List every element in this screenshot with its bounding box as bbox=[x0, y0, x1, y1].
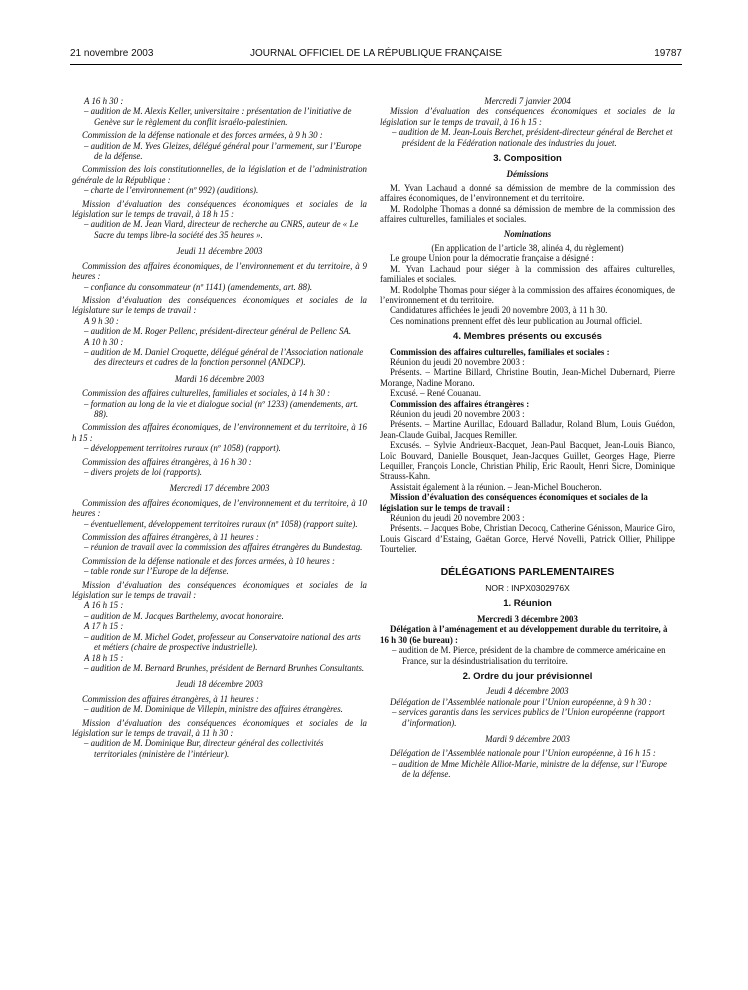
right-paragraph: Le groupe Union pour la démocratie française a désigné : bbox=[390, 253, 594, 264]
left-paragraph: Commission des affaires économiques, de l’environnement et du territoire, à 10 heures : bbox=[72, 497, 367, 519]
left-paragraph: – audition de M. Dominique Bur, directeur général des collectivités territoriales (ministère de l’intérieur). bbox=[84, 738, 324, 759]
left-paragraph: – audition de M. Jean Viard, directeur de recherche au CNRS, auteur de « Le Sacre du temps libre-la société des 35 heures ». bbox=[84, 219, 359, 240]
right-paragraph: 3. Composition bbox=[493, 153, 562, 165]
left-paragraph: Commission des affaires étrangères, à 16 h 30 : bbox=[82, 456, 252, 467]
page-header bbox=[70, 48, 682, 64]
right-paragraph: 1. Réunion bbox=[503, 598, 552, 610]
right-paragraph: Nominations bbox=[503, 229, 552, 240]
left-paragraph: A 17 h 15 : bbox=[84, 621, 124, 632]
right-paragraph: (En application de l’article 38, alinéa 4, du règlement) bbox=[431, 242, 624, 253]
right-paragraph: Excusé. – René Couanau. bbox=[390, 388, 481, 399]
right-paragraph: – audition de M. Jean-Louis Berchet, président-directeur général de Berchet et président de la Fédération nationale des industries du jouet. bbox=[392, 127, 673, 148]
left-paragraph: Jeudi 11 décembre 2003 bbox=[176, 246, 263, 257]
left-paragraph: Commission de la défense nationale et des forces armées, à 10 heures : bbox=[82, 555, 335, 566]
right-paragraph: Présents. – Martine Billard, Christine Boutin, Jean-Michel Dubernard, Pierre Morange, Nadine Morano. bbox=[380, 367, 675, 388]
right-paragraph: Délégation de l’Assemblée nationale pour l’Union européenne, à 9 h 30 : bbox=[390, 696, 652, 707]
header-date: 21 novembre 2003 bbox=[70, 48, 154, 59]
left-paragraph: – charte de l’environnement (nº 992) (auditions). bbox=[84, 185, 259, 196]
left-paragraph: – audition de M. Yves Gleizes, délégué général pour l’armement, sur l’Europe de la défense. bbox=[84, 140, 362, 162]
left-paragraph: Commission des affaires étrangères, à 11 heures : bbox=[82, 532, 259, 543]
left-paragraph: A 10 h 30 : bbox=[84, 336, 124, 347]
left-paragraph: – audition de M. Bernard Brunhes, président de Bernard Brunhes Consultants. bbox=[84, 662, 365, 673]
right-paragraph: NOR : INPX0302976X bbox=[485, 583, 570, 594]
left-paragraph: – réunion de travail avec la commission des affaires étrangères du Bundestag. bbox=[84, 542, 363, 553]
left-paragraph: – éventuellement, développement territoires ruraux (nº 1058) (rapport suite). bbox=[84, 518, 358, 529]
right-paragraph: 2. Ordre du jour prévisionnel bbox=[462, 670, 593, 682]
right-paragraph: Excusés. – Sylvie Andrieux-Bacquet, Jean-Paul Bacquet, Jean-Louis Bianco, Loïc Bouvard, Danielle Bousquet, Jean-Jacques Guillet, Georges Hage, Pierre Lequiller, François Loncle, Christian Philip, Eric Raoult, Henri Sicre, Dominique Strauss-Kahn. bbox=[380, 440, 675, 482]
right-paragraph: Assistait également à la réunion. – Jean-Michel Boucheron. bbox=[390, 481, 602, 492]
left-paragraph: Jeudi 18 décembre 2003 bbox=[176, 679, 263, 690]
left-paragraph: Mission d’évaluation des conséquences économiques et sociales de la législation sur le temps de travail, à 18 h 15 : bbox=[72, 198, 367, 220]
left-paragraph: Commission des affaires étrangères, à 11 heures : bbox=[82, 693, 259, 704]
right-paragraph: DÉLÉGATIONS PARLEMENTAIRES bbox=[440, 565, 615, 578]
right-paragraph: Délégation à l’aménagement et au développement durable du territoire, à 16 h 30 (6e bureau) : bbox=[380, 624, 668, 645]
right-paragraph: Commission des affaires étrangères : bbox=[390, 398, 530, 409]
left-paragraph: – audition de M. Dominique de Villepin, ministre des affaires étrangères. bbox=[84, 704, 343, 715]
left-paragraph: Mardi 16 décembre 2003 bbox=[174, 373, 265, 384]
right-paragraph: Candidatures affichées le jeudi 20 novembre 2003, à 11 h 30. bbox=[390, 305, 608, 316]
left-paragraph: Commission des affaires économiques, de l’environnement et du territoire, à 9 heures : bbox=[72, 260, 367, 282]
right-paragraph: Réunion du jeudi 20 novembre 2003 : bbox=[390, 408, 525, 419]
right-paragraph: Jeudi 4 décembre 2003 bbox=[486, 686, 569, 697]
left-paragraph: A 16 h 30 : bbox=[84, 96, 124, 106]
left-column bbox=[72, 96, 367, 759]
right-paragraph: M. Rodolphe Thomas pour siéger à la commission des affaires économiques, de l’environnement et du territoire. bbox=[380, 284, 675, 305]
left-paragraph: A 9 h 30 : bbox=[84, 315, 119, 326]
right-paragraph: Réunion du jeudi 20 novembre 2003 : bbox=[390, 356, 525, 367]
left-paragraph: – audition de M. Daniel Croquette, délégué général de l’Association nationale des directeurs et cadres de la fonction personnel (ANDCP). bbox=[84, 346, 364, 368]
header-rule bbox=[70, 64, 682, 65]
right-paragraph: – audition de M. Pierce, président de la chambre de commerce américaine en France, sur la désindustrialisation du territoire. bbox=[392, 645, 666, 666]
right-paragraph: Ces nominations prennent effet dès leur publication au Journal officiel. bbox=[390, 315, 643, 326]
left-paragraph: Mission d’évaluation des conséquences économiques et sociales de la législation sur le temps de travail : bbox=[72, 579, 367, 601]
right-paragraph: Mission d’évaluation des conséquences économiques et sociales de la législation sur le temps de travail, à 16 h 15 : bbox=[380, 106, 675, 127]
left-paragraph: – audition de M. Michel Godet, professeur au Conservatoire national des arts et métiers (chaire de prospective industrielle). bbox=[84, 631, 361, 653]
right-column bbox=[380, 96, 675, 780]
right-paragraph: Mardi 9 décembre 2003 bbox=[485, 733, 570, 744]
right-paragraph: 4. Membres présents ou excusés bbox=[453, 331, 602, 343]
left-paragraph: – table ronde sur l’Europe de la défense. bbox=[84, 566, 229, 577]
left-paragraph: Commission des affaires culturelles, familiales et sociales, à 14 h 30 : bbox=[82, 388, 331, 399]
right-paragraph: – services garantis dans les services publics de l’Union européenne (rapport d’information). bbox=[392, 707, 665, 728]
right-paragraph: – audition de Mme Michèle Alliot-Marie, ministre de la défense, sur l’Europe de la défense. bbox=[392, 758, 667, 780]
right-paragraph: Mission d’évaluation des conséquences économiques et sociales de la législation sur le temps de travail : bbox=[380, 492, 648, 513]
right-paragraph: M. Yvan Lachaud a donné sa démission de membre de la commission des affaires économiques, de l’environnement et du territoire. bbox=[380, 182, 675, 204]
right-paragraph: Réunion du jeudi 20 novembre 2003 : bbox=[390, 513, 525, 524]
right-paragraph: Démissions bbox=[506, 169, 549, 180]
left-paragraph: A 18 h 15 : bbox=[84, 652, 124, 663]
right-paragraph: M. Yvan Lachaud pour siéger à la commission des affaires culturelles, familiales et sociales. bbox=[380, 263, 675, 285]
left-paragraph: – audition de M. Alexis Keller, universitaire : présentation de l’initiative de Genève sur le règlement du conflit israélo-palestinien. bbox=[84, 106, 352, 127]
left-paragraph: – développement territoires ruraux (nº 1058) (rapport). bbox=[84, 443, 281, 454]
left-paragraph: Mercredi 17 décembre 2003 bbox=[169, 483, 270, 494]
left-paragraph: – divers projets de loi (rapports). bbox=[84, 467, 202, 477]
left-paragraph: – audition de M. Jacques Barthelemy, avocat honoraire. bbox=[84, 610, 284, 621]
right-paragraph: Présents. – Martine Aurillac, Edouard Balladur, Roland Blum, Louis Guédon, Jean-Claude Guibal, Jacques Remiller. bbox=[380, 419, 675, 440]
right-paragraph: Mercredi 7 janvier 2004 bbox=[484, 96, 571, 106]
left-paragraph: Commission des affaires économiques, de l’environnement et du territoire, à 16 h 15 : bbox=[72, 422, 367, 443]
left-paragraph: – confiance du consommateur (nº 1141) (amendements, art. 88). bbox=[84, 281, 313, 292]
left-paragraph: A 16 h 15 : bbox=[84, 600, 124, 611]
left-paragraph: Commission des lois constitutionnelles, de la législation et de l’administration générale de la République : bbox=[72, 164, 367, 185]
header-title: JOURNAL OFFICIEL DE LA RÉPUBLIQUE FRANÇAISE bbox=[249, 48, 503, 59]
left-paragraph: – audition de M. Roger Pellenc, président-directeur général de Pellenc SA. bbox=[84, 326, 352, 337]
right-paragraph: M. Rodolphe Thomas a donné sa démission de membre de la commission des affaires culturelles, familiales et sociales. bbox=[380, 203, 675, 225]
right-paragraph: Délégation de l’Assemblée nationale pour l’Union européenne, à 16 h 15 : bbox=[390, 748, 656, 759]
right-paragraph: Présents. – Jacques Bobe, Christian Decocq, Catherine Génisson, Maurice Giro, Louis Giscard d’Estaing, Gaëtan Gorce, Hervé Novelli, Patrick Ollier, Philippe Tourtelier. bbox=[380, 523, 675, 555]
right-paragraph: Mercredi 3 décembre 2003 bbox=[477, 613, 578, 624]
right-paragraph: Commission des affaires culturelles, familiales et sociales : bbox=[390, 346, 610, 357]
header-page-number: 19787 bbox=[654, 48, 682, 59]
left-paragraph: Commission de la défense nationale et des forces armées, à 9 h 30 : bbox=[82, 130, 323, 141]
left-paragraph: – formation au long de la vie et dialogue social (nº 1233) (amendements, art. 88). bbox=[84, 398, 359, 419]
left-paragraph: Mission d’évaluation des conséquences économiques et sociales de la législature sur le temps de travail : bbox=[72, 294, 367, 316]
left-paragraph: Mission d’évaluation des conséquences économiques et sociales de la législation sur le temps de travail, à 11 h 30 : bbox=[72, 717, 367, 738]
